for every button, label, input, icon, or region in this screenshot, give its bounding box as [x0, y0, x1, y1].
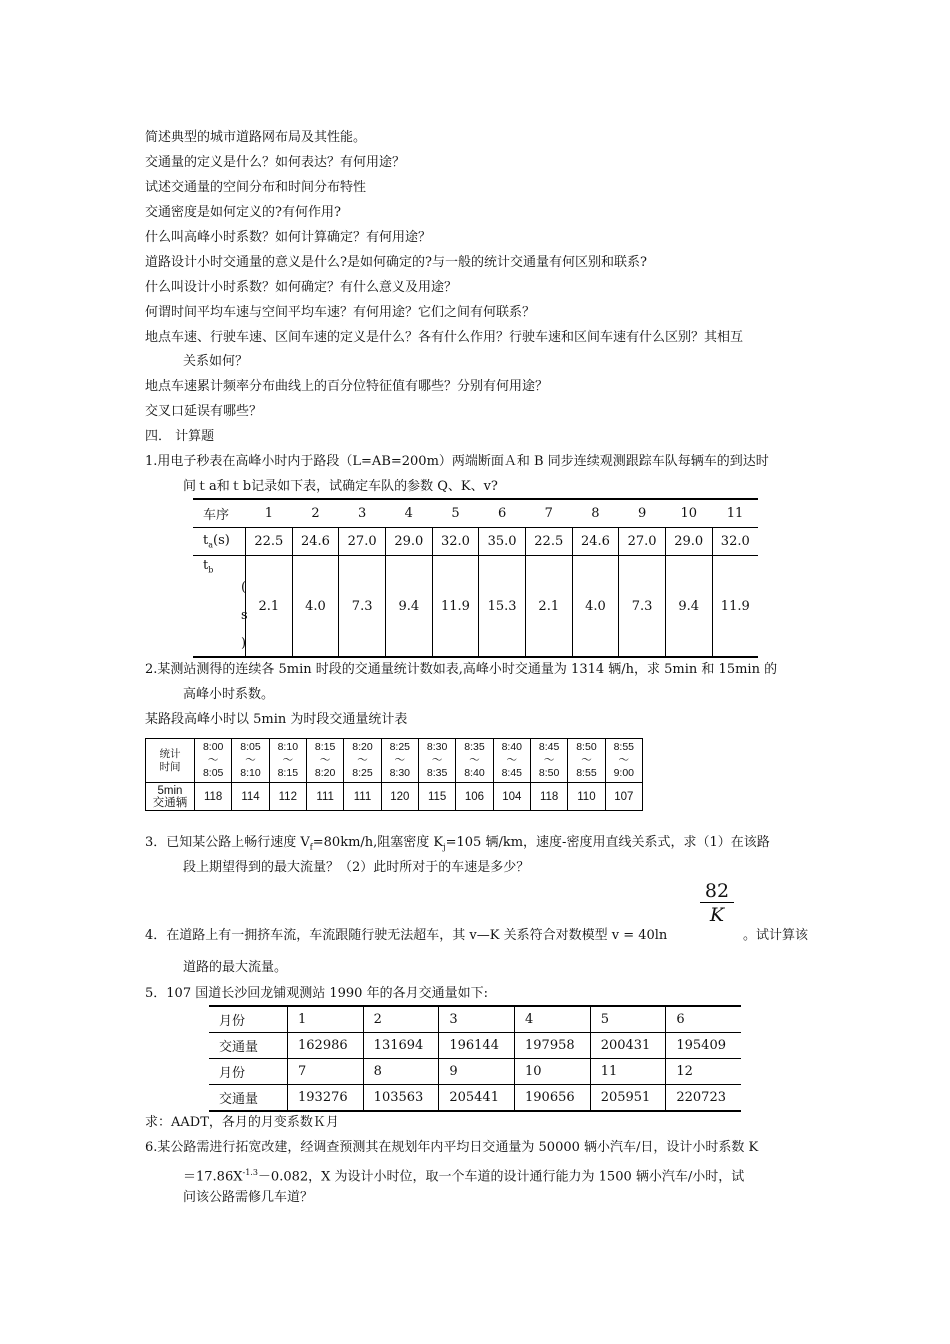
month-cell: 2	[363, 1006, 439, 1033]
time-interval-cell: 8:00 ～ 8:05	[195, 739, 232, 783]
header-cell: 1	[246, 499, 293, 528]
time-interval-cell: 8:55 ～ 9:00	[605, 739, 642, 783]
time-interval-cell: 8:25 ～ 8:30	[381, 739, 418, 783]
volume-cell: 205951	[590, 1085, 666, 1112]
problem-1-text-2: 间ｔa和ｔb记录如下表，试确定车队的参数 Q、K、v?	[183, 479, 498, 494]
header-cell: 11	[712, 499, 758, 528]
ta-cell: 35.0	[479, 528, 526, 556]
question-3: 试述交通量的空间分布和时间分布特性	[145, 180, 367, 195]
question-1: 简述典型的城市道路网布局及其性能。	[145, 130, 367, 145]
ta-cell: 32.0	[432, 528, 479, 556]
volume-cell: 190656	[515, 1085, 591, 1112]
ta-label: $t_a(s)$	[193, 528, 246, 556]
volume-cell: 162986	[288, 1033, 364, 1059]
tb-cell: 4.0	[572, 556, 619, 658]
count-cell: 110	[568, 783, 605, 811]
header-cell: 5	[432, 499, 479, 528]
volume-label: 交通量	[209, 1085, 288, 1112]
count-cell: 120	[381, 783, 418, 811]
count-cell: 114	[232, 783, 269, 811]
count-cell: 115	[418, 783, 455, 811]
tb-cell: 15.3	[479, 556, 526, 658]
tb-cell: 9.4	[665, 556, 712, 658]
count-cell: 107	[605, 783, 642, 811]
question-6: 道路设计小时交通量的意义是什么?是如何确定的?与一般的统计交通量有何区别和联系?	[145, 255, 647, 270]
volume-cell: 220723	[666, 1085, 741, 1112]
problem-4-text-end: 。试计算该	[743, 928, 809, 943]
time-interval-cell: 8:35 ～ 8:40	[456, 739, 493, 783]
count-cell: 118	[530, 783, 567, 811]
problem-2-text-2: 高峰小时系数。	[183, 687, 275, 702]
tb-cell: 9.4	[385, 556, 432, 658]
volume-cell: 131694	[363, 1033, 439, 1059]
fraction-82-over-k: $\frac{82}{K}$	[700, 880, 734, 927]
ta-cell: 32.0	[712, 528, 758, 556]
problem-6-text-2: $=17.86X^{-1.3}-0.082$，X 为设计小时位，取一个车道的设计通行能力为 1500 辆小汽车/小时，试	[183, 1168, 745, 1185]
ta-cell: 29.0	[665, 528, 712, 556]
problem-5-ask: 求：AADT，各月的月变系数Ｋ月	[145, 1115, 339, 1130]
header-cell: 7	[525, 499, 572, 528]
month-cell: 7	[288, 1059, 364, 1085]
question-11: 交叉口延误有哪些？	[145, 404, 263, 419]
header-cell: 2	[292, 499, 339, 528]
month-cell: 1	[288, 1006, 364, 1033]
five-minute-volume-table	[145, 738, 643, 811]
volume-cell: 205441	[439, 1085, 515, 1112]
count-cell: 112	[269, 783, 306, 811]
tb-cell: 4.0	[292, 556, 339, 658]
ta-cell: 22.5	[246, 528, 293, 556]
volume-cell: 200431	[590, 1033, 666, 1059]
problem-6-text: 6.某公路需进行拓宽改建，经调查预测其在规划年内平均日交通量为 50000 辆小汽车/日，设计小时系数 K	[145, 1140, 759, 1155]
tb-cell: 2.1	[246, 556, 293, 658]
tb-cell: 2.1	[525, 556, 572, 658]
month-label: 月份	[209, 1059, 288, 1085]
count-label: 5min 交通辆	[146, 783, 195, 811]
tb-cell: 11.9	[432, 556, 479, 658]
count-cell: 111	[306, 783, 343, 811]
question-8: 何谓时间平均车速与空间平均车速？有何用途？它们之间有何联系？	[145, 305, 536, 320]
tb-cell: 7.3	[339, 556, 386, 658]
month-cell: 4	[515, 1006, 591, 1033]
tb-cell: 7.3	[619, 556, 666, 658]
volume-cell: 195409	[666, 1033, 741, 1059]
time-interval-cell: 8:30 ～ 8:35	[418, 739, 455, 783]
arrival-time-table	[193, 498, 758, 658]
volume-label: 交通量	[209, 1033, 288, 1059]
question-10: 地点车速累计频率分布曲线上的百分位特征值有哪些？分别有何用途？	[145, 379, 549, 394]
ta-cell: 27.0	[339, 528, 386, 556]
problem-5-text: 5．107 国道长沙回龙铺观测站 1990 年的各月交通量如下:	[145, 986, 488, 1001]
ta-cell: 24.6	[292, 528, 339, 556]
question-4: 交通密度是如何定义的?有何作用?	[145, 205, 341, 220]
count-cell: 111	[344, 783, 381, 811]
tb-label: $t_b$ ( s )	[193, 556, 246, 658]
time-interval-cell: 8:15 ～ 8:20	[306, 739, 343, 783]
month-cell: 11	[590, 1059, 666, 1085]
time-interval-cell: 8:20 ～ 8:25	[344, 739, 381, 783]
volume-cell: 196144	[439, 1033, 515, 1059]
month-cell: 3	[439, 1006, 515, 1033]
time-label: 统计 时间	[146, 739, 195, 783]
volume-cell: 197958	[515, 1033, 591, 1059]
table-caption: 某路段高峰小时以 5min 为时段交通量统计表	[145, 712, 408, 727]
problem-6-text-3: 问该公路需修几车道？	[183, 1190, 314, 1205]
problem-1-text: 1.用电子秒表在高峰小时内于路段（L=AB=200m）两端断面Ａ和 B 同步连续观测跟踪车队每辆车的到达时	[145, 454, 769, 469]
problem-2-text: 2.某测站测得的连续各 5min 时段的交通量统计数如表,高峰小时交通量为 1314 辆/h，求 5min 和 15min 的	[145, 662, 778, 677]
month-cell: 5	[590, 1006, 666, 1033]
volume-cell: 103563	[363, 1085, 439, 1112]
question-7: 什么叫设计小时系数？如何确定？有什么意义及用途？	[145, 280, 458, 295]
problem-3-text-2: 段上期望得到的最大流量？（2）此时所对于的车速是多少？	[183, 860, 530, 875]
month-cell: 8	[363, 1059, 439, 1085]
problem-3-text: 3．已知某公路上畅行速度 $V_f=80km/h$,阻塞密度 $K_j=105$ 辆/km，速度-密度用直线关系式，求（1）在该路	[145, 835, 770, 852]
time-interval-cell: 8:05 ～ 8:10	[232, 739, 269, 783]
count-cell: 118	[195, 783, 232, 811]
header-cell: 8	[572, 499, 619, 528]
ta-cell: 27.0	[619, 528, 666, 556]
header-cell: 10	[665, 499, 712, 528]
month-cell: 12	[666, 1059, 741, 1085]
question-9: 地点车速、行驶车速、区间车速的定义是什么？各有什么作用？行驶车速和区间车速有什么区别？其相互	[145, 330, 744, 345]
month-cell: 9	[439, 1059, 515, 1085]
count-cell: 104	[493, 783, 530, 811]
question-2: 交通量的定义是什么？如何表达？有何用途？	[145, 155, 406, 170]
time-interval-cell: 8:40 ～ 8:45	[493, 739, 530, 783]
month-cell: 6	[666, 1006, 741, 1033]
question-5: 什么叫高峰小时系数？如何计算确定？有何用途？	[145, 230, 432, 245]
problem-4-text-2: 道路的最大流量。	[183, 960, 288, 975]
vehicle-order-label: 车序	[193, 499, 246, 528]
time-interval-cell: 8:50 ～ 8:55	[568, 739, 605, 783]
month-cell: 10	[515, 1059, 591, 1085]
header-cell: 6	[479, 499, 526, 528]
header-cell: 9	[619, 499, 666, 528]
section-title: 四． 计算题	[145, 429, 215, 444]
count-cell: 106	[456, 783, 493, 811]
monthly-volume-table	[209, 1005, 741, 1112]
month-label: 月份	[209, 1006, 288, 1033]
problem-4-text: 4．在道路上有一拥挤车流，车流跟随行驶无法超车，其 v—K 关系符合对数模型 v = 40ln	[145, 928, 668, 943]
time-interval-cell: 8:10 ～ 8:15	[269, 739, 306, 783]
question-9-continued: 关系如何？	[183, 354, 249, 369]
volume-cell: 193276	[288, 1085, 364, 1112]
ta-cell: 24.6	[572, 528, 619, 556]
header-cell: 3	[339, 499, 386, 528]
ta-cell: 22.5	[525, 528, 572, 556]
time-interval-cell: 8:45 ～ 8:50	[530, 739, 567, 783]
ta-cell: 29.0	[385, 528, 432, 556]
tb-cell: 11.9	[712, 556, 758, 658]
header-cell: 4	[385, 499, 432, 528]
